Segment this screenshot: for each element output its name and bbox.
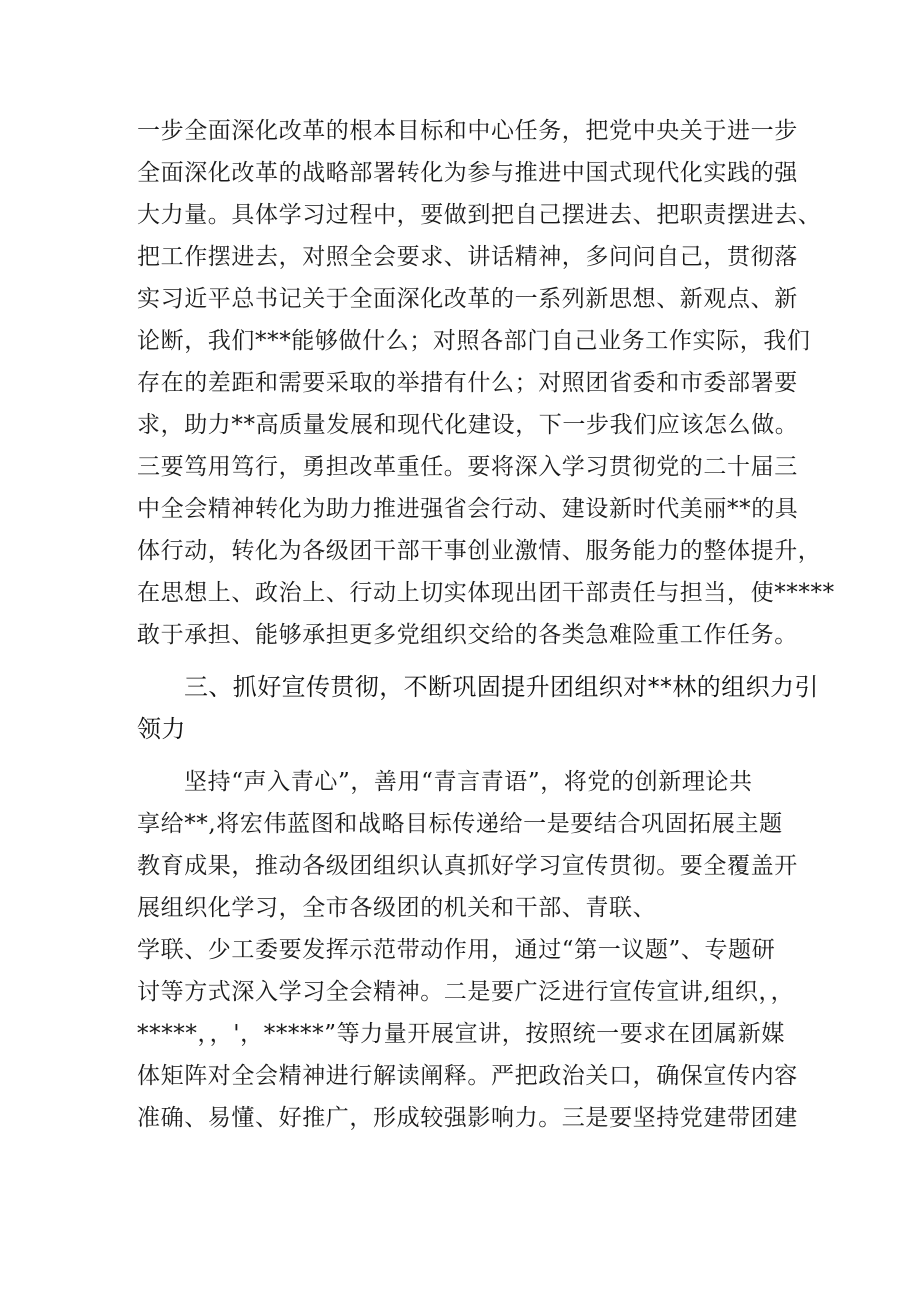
body-text-line: 求，助力**高质量发展和现代化建设，下一步我们应该怎么做。: [137, 412, 799, 438]
body-text-line: 讨等方式深入学习全会精神。二是要广泛进行宣传宣讲,组织，，: [137, 979, 795, 1005]
body-text-line: 实习近平总书记关于全面深化改革的一系列新思想、新观点、新: [137, 286, 798, 312]
body-text-line: 中全会精神转化为助力推进强省会行动、建设新时代美丽**的具: [137, 496, 799, 522]
body-text-line-first: 坚持“声入青心”，善用“青言青语”，将党的创新理论共: [184, 769, 753, 795]
section-heading: 三、抓好宣传贯彻，不断巩固提升团组织对**林的组织力引: [184, 673, 819, 701]
body-text-line: 体行动，转化为各级团干部干事创业激情、服务能力的整体提升，: [137, 538, 822, 564]
body-text-line: 教育成果，推动各级团组织认真抓好学习宣传贯彻。要全覆盖开: [137, 853, 798, 879]
body-text-line: 论断，我们***能够做什么；对照各部门自己业务工作实际，我们: [137, 328, 811, 354]
body-text-line: 展组织化学习，全市各级团的机关和干部、青联、: [137, 895, 657, 921]
body-text-line: 体矩阵对全会精神进行解读阐释。严把政治关口，确保宣传内容: [137, 1063, 798, 1089]
body-text-line: 存在的差距和需要采取的举措有什么；对照团省委和市委部署要: [137, 370, 798, 396]
body-text-line: 学联、少工委要发挥示范带动作用，通过“第一议题”、专题研: [137, 937, 776, 963]
body-text-line: 在思想上、政治上、行动上切实体现出团干部责任与担当，使*****: [137, 580, 835, 606]
body-text-line: 准确、易懂、好推广，形成较强影响力。三是要坚持党建带团建: [137, 1105, 798, 1131]
section-heading-continuation: 领力: [137, 715, 186, 743]
body-text-line: *****，，'，*****”等力量开展宣讲，按照统一要求在团属新媒: [137, 1021, 785, 1047]
body-text-line: 把工作摆进去，对照全会要求、讲话精神，多问问自己，贯彻落: [137, 244, 798, 270]
body-text-line: 全面深化改革的战略部署转化为参与推进中国式现代化实践的强: [137, 160, 798, 186]
body-text-line: 三要笃用笃行，勇担改革重任。要将深入学习贯彻党的二十届三: [137, 454, 798, 480]
body-text-line: 大力量。具体学习过程中，要做到把自己摆进去、把职责摆进去、: [137, 202, 822, 228]
body-text-line: 享给**,将宏伟蓝图和战略目标传递给一是要结合巩固拓展主题: [137, 811, 783, 837]
body-text-line: 一步全面深化改革的根本目标和中心任务，把党中央关于进一步: [137, 118, 798, 144]
body-text-line: 敢于承担、能够承担更多党组织交给的各类急难险重工作任务。: [137, 622, 798, 648]
